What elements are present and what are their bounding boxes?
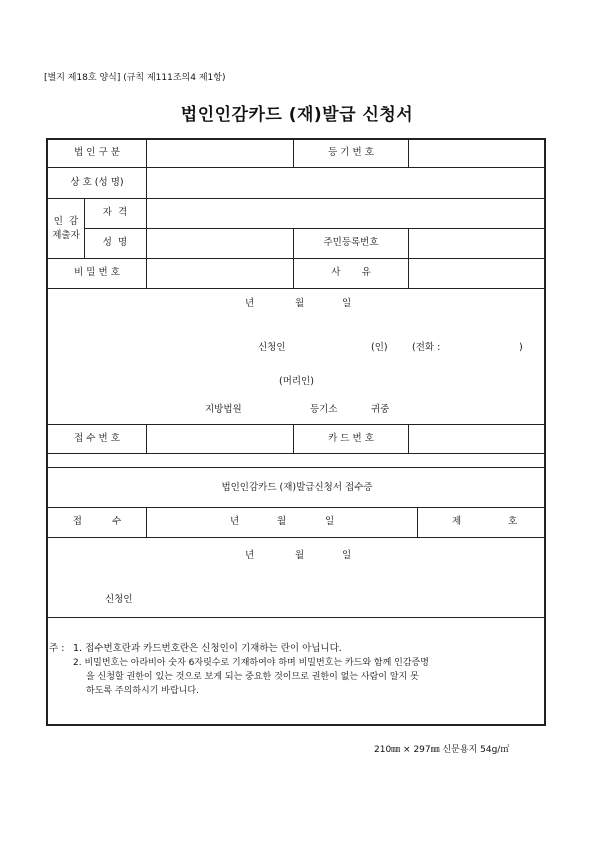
receipt-date-year: 년 (245, 550, 255, 561)
date-month: 월 (295, 298, 305, 309)
addressee-label: 귀중 (371, 404, 390, 415)
receipt-date-month: 월 (295, 550, 305, 561)
notes-prefix: 주 : (49, 643, 65, 654)
column-divider (293, 424, 294, 453)
reason-field[interactable] (410, 260, 543, 287)
row-divider (48, 288, 544, 289)
registration-number-field[interactable] (410, 141, 543, 166)
column-divider (408, 228, 409, 288)
row-divider (48, 537, 544, 538)
receipt-label: 접 수 (72, 516, 122, 527)
row-divider (48, 617, 544, 618)
column-divider (293, 228, 294, 288)
date-year: 년 (245, 298, 255, 309)
receipt-applicant-label: 신청인 (105, 594, 133, 605)
phone-label: (전화 : (412, 342, 441, 353)
phone-close: ) (519, 342, 523, 353)
card-number-label: 카 드 번 호 (328, 433, 374, 444)
column-divider (408, 140, 409, 167)
district-court-label: 지방법원 (205, 404, 242, 415)
paper-specification: 210㎜ × 297㎜ 신문용지 54g/㎡ (374, 745, 510, 755)
row-divider (48, 424, 544, 425)
note-line-2: 2. 비밀번호는 아라비아 숫자 6자릿수로 기재하여야 하며 비밀번호는 카드와 함께 인감증명 (73, 658, 429, 668)
note-line-4: 하도록 주의하시기 바랍니다. (86, 686, 199, 696)
corp-type-label: 법 인 구 분 (74, 147, 120, 158)
row-divider (48, 467, 544, 468)
receipt-number-prefix: 제 (452, 516, 462, 527)
receipt-date-day: 일 (342, 550, 352, 561)
row-divider (84, 228, 544, 229)
corp-type-field[interactable] (148, 141, 292, 166)
seal-submitter-label: 인 감 (53, 216, 79, 227)
note-line-3: 을 신청할 권한이 있는 것으로 보게 되는 중요한 것이므로 권한이 없는 사람이 알지 못 (86, 672, 419, 682)
reason-label: 사 유 (331, 267, 371, 278)
seal-submitter-label-2: 제출자 (52, 230, 80, 241)
receipt-title: 법인인감카드 (재)발급신청서 접수증 (221, 482, 373, 493)
applicant-label: 신청인 (258, 342, 286, 353)
receipt-number-field[interactable] (148, 426, 292, 452)
receipt-year: 년 (230, 516, 240, 527)
registration-number-label: 등 기 번 호 (328, 147, 374, 158)
receipt-number-label: 접 수 번 호 (74, 433, 120, 444)
column-divider (146, 140, 147, 198)
date-day: 일 (342, 298, 352, 309)
resident-number-field[interactable] (410, 230, 543, 257)
row-divider (48, 258, 544, 259)
row-divider (48, 167, 544, 168)
row-divider (48, 507, 544, 508)
qualification-label: 자 격 (102, 207, 128, 218)
form-reference: [별지 제18호 양식] (규칙 제111조의4 제1항) (44, 73, 226, 83)
resident-number-label: 주민등록번호 (323, 237, 379, 248)
column-divider (84, 198, 85, 258)
seal-mark: (인) (371, 342, 388, 353)
password-label: 비 밀 번 호 (74, 267, 120, 278)
column-divider (408, 424, 409, 453)
qualification-field[interactable] (148, 200, 543, 227)
name-field[interactable] (148, 230, 292, 257)
trade-name-label: 상 호 (성 명) (70, 177, 124, 188)
registry-label: 등기소 (310, 404, 338, 415)
row-divider (48, 453, 544, 454)
column-divider (146, 424, 147, 453)
trade-name-field[interactable] (148, 169, 543, 197)
receipt-month: 월 (277, 516, 287, 527)
form-title: 법인인감카드 (재)발급 신청서 (180, 105, 414, 125)
column-divider (417, 507, 418, 537)
column-divider (146, 198, 147, 288)
row-divider (48, 198, 544, 199)
column-divider (146, 507, 147, 537)
column-divider (293, 140, 294, 167)
receipt-day: 일 (325, 516, 335, 527)
head-seal-label: (머리인) (279, 376, 314, 387)
name-label: 성 명 (102, 237, 128, 248)
receipt-number-suffix: 호 (508, 516, 518, 527)
password-field[interactable] (148, 260, 292, 287)
card-number-field[interactable] (410, 426, 543, 452)
note-line-1: 1. 접수번호란과 카드번호란은 신청인이 기재하는 란이 아닙니다. (73, 643, 342, 654)
